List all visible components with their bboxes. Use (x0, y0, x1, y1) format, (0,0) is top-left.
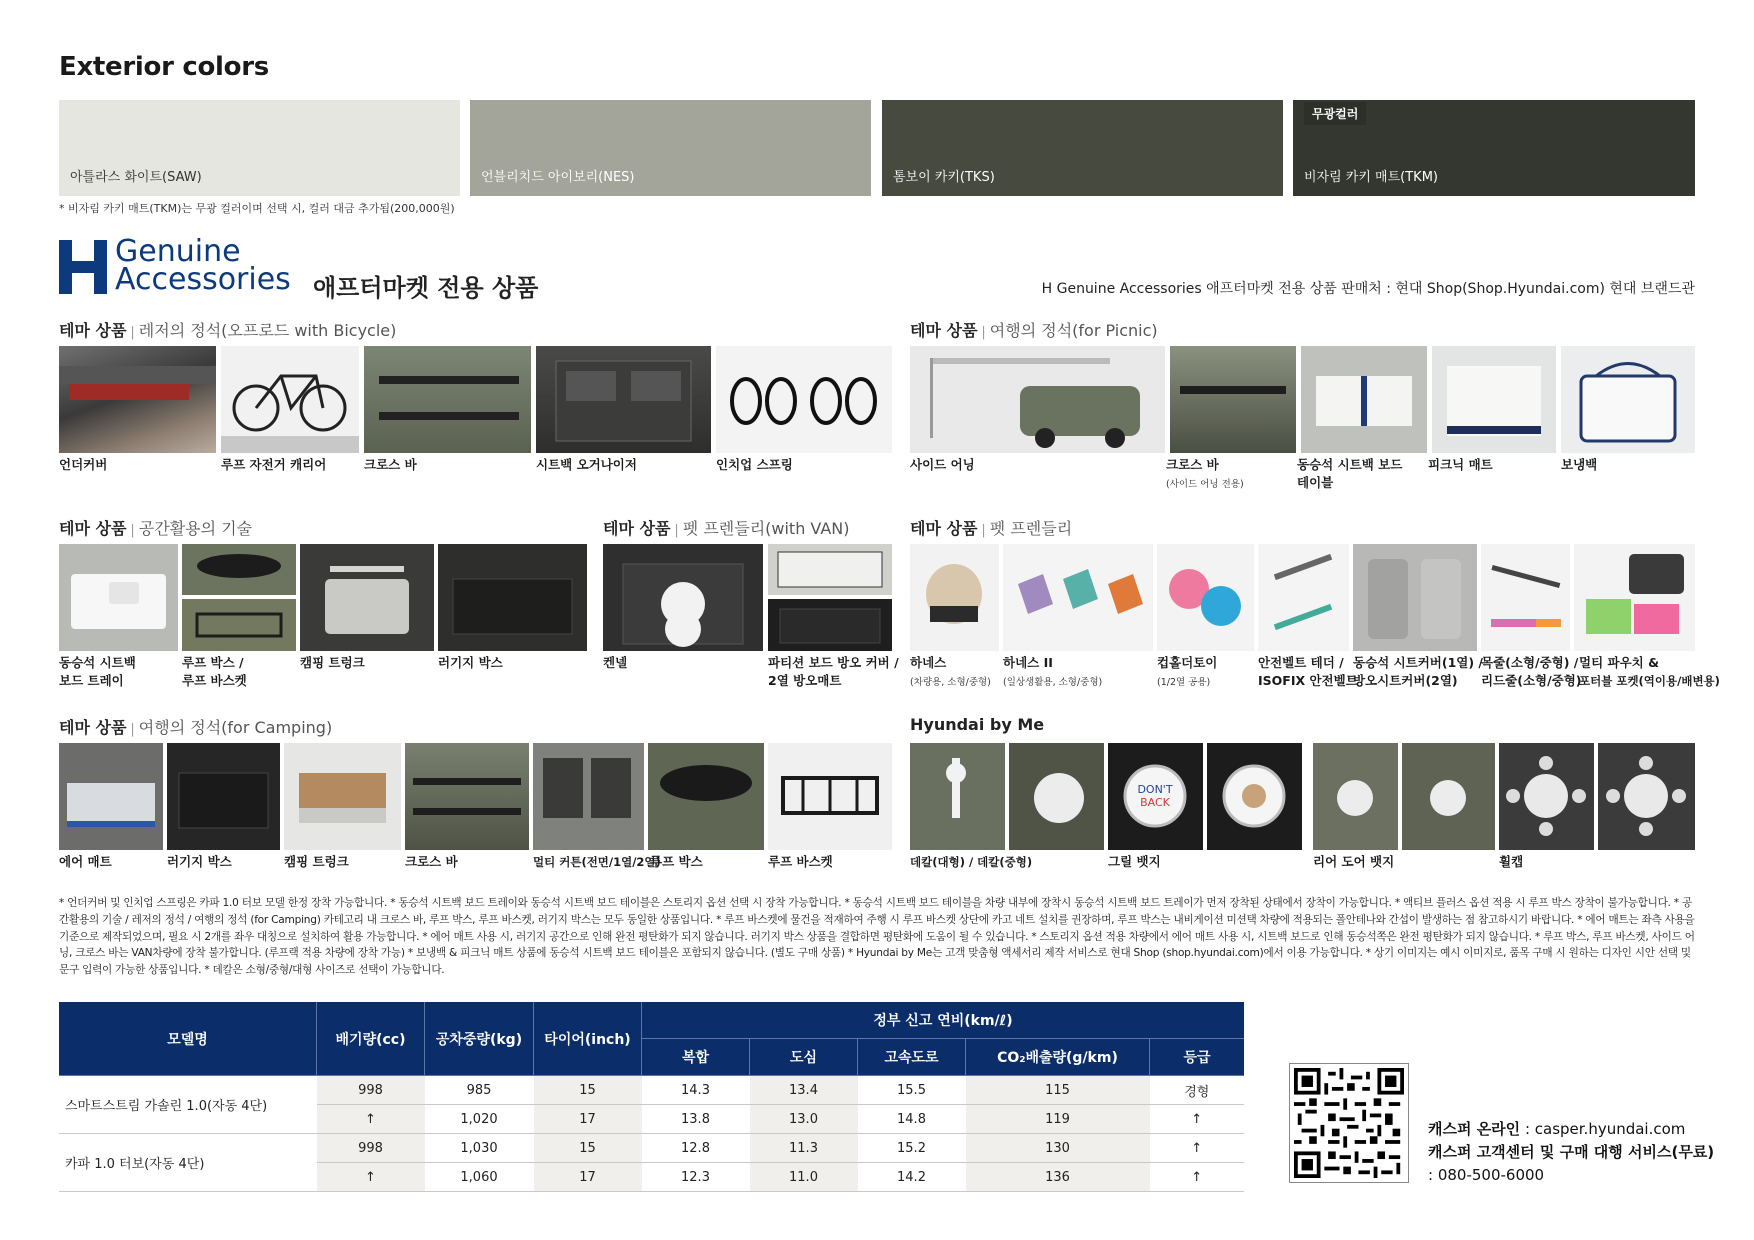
decal-medium-photo (1009, 743, 1104, 850)
caption-crossbar: 크로스 바 (364, 457, 417, 472)
seatback-organizer-photo (536, 346, 711, 453)
color-label: 비자림 카키 매트(TKM) (1304, 170, 1438, 185)
crossbar-camping-photo (405, 743, 529, 850)
seatbelt-tether-photo (1258, 544, 1349, 651)
exterior-colors-title: Exterior colors (59, 52, 269, 82)
cell-kg: 1,030 (425, 1134, 534, 1163)
caption-seatbelt-tether-line2: ISOFIX 안전벨트 (1258, 673, 1358, 688)
cell-city: 11.3 (750, 1134, 858, 1163)
caption-crossbar-note: (사이드 어닝 전용) (1166, 479, 1244, 490)
cell-grade: ↑ (1150, 1105, 1245, 1134)
theme-subtitle: 펫 프렌들리 (989, 519, 1073, 538)
cell-tire: 15 (534, 1076, 642, 1105)
caption-cooler-bag: 보냉백 (1561, 457, 1598, 472)
board-tray-photo (59, 544, 178, 651)
svg-text:BACK: BACK (1140, 796, 1170, 809)
caption-multi-pouch-line2: 포터블 포켓(역이용/배변용) (1579, 674, 1720, 688)
cell-combined: 12.8 (642, 1134, 750, 1163)
cell-grade: ↑ (1150, 1163, 1245, 1192)
roof-basket-camping-photo (768, 743, 892, 850)
hyundai-by-me-heading: Hyundai by Me (910, 715, 1045, 734)
theme-subtitle: 여행의 정석(for Camping) (138, 718, 333, 737)
inchup-spring-photo (716, 346, 892, 453)
caption-camping-trunk: 캠핑 트렁크 (300, 655, 365, 670)
cell-city: 13.0 (750, 1105, 858, 1134)
cell-kg: 1,060 (425, 1163, 534, 1192)
decal-large-photo (910, 743, 1005, 850)
cell-cc: 998 (317, 1134, 425, 1163)
svg-text:DON'T: DON'T (1137, 783, 1173, 796)
table-row (59, 1076, 1244, 1105)
th-tire: 타이어(inch) (534, 1002, 642, 1076)
caption-harness-sub: (차량용, 소형/중형) (910, 677, 991, 688)
cell-highway: 15.2 (858, 1134, 966, 1163)
contact-info (1428, 1118, 1714, 1187)
caption-roof-box-line2: 루프 바스켓 (182, 673, 247, 688)
picnic-mat-photo (1432, 346, 1556, 453)
cell-combined: 12.3 (642, 1163, 750, 1192)
color-swatch-saw[interactable] (59, 100, 460, 196)
roof-bike-carrier-photo (221, 346, 359, 453)
online-label: 캐스퍼 온라인 (1428, 1120, 1521, 1138)
kennel-photo (603, 544, 763, 651)
luggage-box-camping-photo (167, 743, 280, 850)
logo-line2: Accessories (115, 262, 291, 297)
rear-door-badge-photo-1 (1313, 743, 1398, 850)
th-displacement: 배기량(cc) (317, 1002, 425, 1076)
caption-side-awning: 사이드 어닝 (910, 457, 975, 472)
th-combined: 복합 (642, 1039, 750, 1076)
theme-label: 테마 상품 (603, 519, 671, 538)
seat-cover-photo (1353, 544, 1477, 651)
hyundai-h-icon (59, 240, 107, 294)
caption-leash: 목줄(소형/중형) / (1481, 655, 1579, 670)
side-awning-photo (910, 346, 1165, 453)
cell-kg: 985 (425, 1076, 534, 1105)
caption-harness2-sub: (일상생활용, 소형/중형) (1003, 677, 1103, 688)
caption-harness: 하네스 (910, 655, 947, 670)
color-label: 아틀라스 화이트(SAW) (70, 170, 202, 185)
harness-photo (910, 544, 999, 651)
caption-seatback-board-line2: 테이블 (1297, 475, 1334, 490)
th-highway: 고속도로 (858, 1039, 966, 1076)
crossbar-awning-photo (1170, 346, 1296, 453)
caption-cupholder-toy: 컵홀더토이 (1157, 655, 1218, 670)
caption-board-tray: 동승석 시트백 (59, 655, 136, 670)
caption-partition-board: 파티션 보드 방오 커버 / (768, 655, 899, 670)
caption-multi-curtain: 멀티 커튼(전면/1열/2열) (533, 855, 661, 869)
camping-trunk-camping-photo (284, 743, 401, 850)
multi-curtain-photo (533, 743, 644, 850)
logo-line1: Genuine (115, 234, 241, 269)
caption-seatback-organizer: 시트백 오거나이저 (536, 457, 637, 472)
row2-floor-mat-photo (768, 599, 892, 651)
caption-seatback-board: 동승석 시트백 보드 (1297, 457, 1403, 472)
cell-model: 카파 1.0 터보(자동 4단) (59, 1134, 317, 1192)
caption-roof-box: 루프 박스 / (182, 655, 244, 670)
cell-tire: 17 (534, 1105, 642, 1134)
theme-picnic-heading: 테마 상품 | 여행의 정석(for Picnic) (910, 321, 1158, 340)
color-label: 언블리치드 아이보리(NES) (481, 170, 635, 185)
caption-rear-door-badge: 리어 도어 뱃지 (1313, 854, 1395, 869)
cell-co2: 130 (966, 1134, 1150, 1163)
theme-label: 테마 상품 (910, 519, 978, 538)
theme-space-heading: 테마 상품 | 공간활용의 기술 (59, 519, 253, 538)
cell-tire: 17 (534, 1163, 642, 1192)
cell-kg: 1,020 (425, 1105, 534, 1134)
luggage-box-photo (438, 544, 587, 651)
theme-van-heading: 테마 상품 | 펫 프렌들리(with VAN) (603, 519, 850, 538)
caption-seat-cover-line2: 방오시트커버(2열) (1353, 673, 1458, 688)
color-swatch-tkm[interactable] (1293, 100, 1695, 196)
spec-table (59, 1002, 1244, 1192)
qr-code[interactable] (1289, 1063, 1409, 1183)
exterior-note: * 비자림 카키 매트(TKM)는 무광 컬러이며 선택 시, 컬러 대금 추가됨(200,000원) (59, 202, 455, 215)
color-swatch-tks[interactable] (882, 100, 1283, 196)
caption-board-tray-line2: 보드 트레이 (59, 673, 124, 688)
wheel-cap-photo-1 (1499, 743, 1594, 850)
cell-highway: 14.2 (858, 1163, 966, 1192)
caption-picnic-mat: 피크닉 매트 (1428, 457, 1493, 472)
service-center-label: 캐스퍼 고객센터 및 구매 대행 서비스(무료) (1428, 1143, 1715, 1161)
caption-crossbar-awning: 크로스 바 (1166, 457, 1219, 472)
th-fuel-group: 정부 신고 연비(km/ℓ) (642, 1002, 1245, 1039)
caption-roof-box-camping: 루프 박스 (650, 854, 703, 869)
table-row (59, 1134, 1244, 1163)
caption-undercover: 언더커버 (59, 457, 108, 472)
theme-label: 테마 상품 (910, 321, 978, 340)
qr-code-icon (1294, 1068, 1404, 1178)
theme-subtitle: 공간활용의 기술 (138, 519, 253, 538)
color-swatch-nes[interactable] (470, 100, 871, 196)
th-model: 모델명 (59, 1002, 317, 1076)
caption-kennel: 켄넬 (603, 655, 628, 670)
caption-air-mat: 에어 매트 (59, 854, 112, 869)
cell-cc: ↑ (317, 1163, 425, 1192)
caption-wheel-cap: 휠캡 (1499, 854, 1524, 869)
theme-label: 테마 상품 (59, 519, 127, 538)
caption-multi-pouch: 멀티 파우치 & (1579, 655, 1659, 670)
cell-co2: 115 (966, 1076, 1150, 1105)
multi-pouch-photo (1574, 544, 1695, 651)
seller-info: H Genuine Accessories 애프터마켓 전용 상품 판매처 : 현대 Shop(Shop.Hyundai.com) 현대 브랜드관 (1041, 281, 1695, 297)
grille-badge-photo-1 (1108, 743, 1203, 850)
cell-highway: 14.8 (858, 1105, 966, 1134)
caption-crossbar-camping: 크로스 바 (405, 854, 458, 869)
theme-subtitle: 여행의 정석(for Picnic) (989, 321, 1158, 340)
theme-subtitle: 레저의 정석(오프로드 with Bicycle) (138, 321, 397, 340)
theme-label: 테마 상품 (59, 321, 127, 340)
cell-combined: 14.3 (642, 1076, 750, 1105)
harness2-photo (1003, 544, 1153, 651)
matte-badge: 무광컬러 (1304, 102, 1366, 125)
cell-city: 13.4 (750, 1076, 858, 1105)
cell-cc: 998 (317, 1076, 425, 1105)
cell-highway: 15.5 (858, 1076, 966, 1105)
accessories-title: 애프터마켓 전용 상품 (313, 274, 539, 302)
cell-tire: 15 (534, 1134, 642, 1163)
partition-board-cover-photo (768, 544, 892, 595)
rear-door-badge-photo-2 (1402, 743, 1495, 850)
wheel-cap-photo-2 (1598, 743, 1695, 850)
phone-number[interactable]: : 080-500-6000 (1428, 1166, 1545, 1184)
caption-decal: 데칼(대형) / 데칼(중형) (910, 855, 1033, 869)
online-url[interactable]: : casper.hyundai.com (1520, 1120, 1686, 1138)
air-mat-photo (59, 743, 163, 850)
theme-offroad-heading: 테마 상품 | 레저의 정석(오프로드 with Bicycle) (59, 321, 397, 340)
cell-combined: 13.8 (642, 1105, 750, 1134)
leash-photo (1481, 544, 1570, 651)
color-label: 톰보이 카키(TKS) (893, 170, 995, 185)
crossbar-photo (364, 346, 531, 453)
caption-seatbelt-tether: 안전벨트 테더 / (1258, 655, 1344, 670)
caption-roof-bike-carrier: 루프 자전거 캐리어 (221, 457, 327, 472)
cooler-bag-photo (1561, 346, 1695, 453)
cell-grade: ↑ (1150, 1134, 1245, 1163)
caption-leash-line2: 리드줄(소형/중형) (1481, 673, 1582, 688)
th-city: 도심 (750, 1039, 858, 1076)
cell-model: 스마트스트림 가솔린 1.0(자동 4단) (59, 1076, 317, 1134)
caption-luggage-box-camping: 러기지 박스 (167, 854, 232, 869)
undercover-photo (59, 346, 216, 453)
caption-inchup-spring: 인치업 스프링 (716, 457, 793, 472)
seatback-board-table-photo (1301, 346, 1427, 453)
caption-camping-trunk-camping: 캠핑 트렁크 (284, 854, 349, 869)
cell-cc: ↑ (317, 1105, 425, 1134)
cell-co2: 119 (966, 1105, 1150, 1134)
camping-trunk-photo (300, 544, 434, 651)
cell-city: 11.0 (750, 1163, 858, 1192)
caption-seat-cover: 동승석 시트커버(1열) / (1353, 655, 1483, 670)
roof-box-photo (182, 544, 296, 595)
caption-harness2: 하네스 II (1003, 655, 1053, 670)
th-grade: 등급 (1150, 1039, 1245, 1076)
theme-camping-heading: 테마 상품 | 여행의 정석(for Camping) (59, 718, 333, 737)
caption-grille-badge: 그릴 뱃지 (1108, 854, 1161, 869)
roof-basket-photo (182, 599, 296, 651)
roof-box-camping-photo (648, 743, 764, 850)
cell-co2: 136 (966, 1163, 1150, 1192)
footnote-text: * 언더커버 및 인치업 스프링은 카파 1.0 터보 모델 한정 장착 가능합니다. * 동승석 시트백 보드 트레이와 동승석 시트백 보드 테이블은 스토리지 옵션 선택 시 장착 가능합니다. * 동승석 시트백 보드 테이블을 차량 내부에 장착시 동승석 시트백 보드 트레이가 먼저 장착된 상태에서 장착이 가능합니다. * 액티브 플러스 옵션 적용 시 루프 박스 장착이 불가능합니다. * 공간활용의 기술 / 레저의 정석 / 여행의 정석 (for Camping) 카테고리 내 크로스 바, 루프 박스, 루프 바스켓, 러기지 박스는 모두 동일한 상품입니다. * 루프 바스켓에 물건을 적재하여 주행 시 루프 바스켓 상단에 카고 네트 설치를 권장하며, 루프 박스는 내비게이션 미션택 차량에 적용되는 폴안테나와 간섭이 발생하는 점 참고하시기 바랍니다. * 에어 매트는 좌측 사용을 기준으로 제작되었으며, 필요 시 2개를 좌우 대칭으로 설치하여 활용 가능합니다. * 에어 매트 사용 시, 러기지 공간으로 인해 완전 평탄화가 되지 않습니다. 러기지 박스 상품을 결합하면 평탄화에 도움이 될 수 있습니다. * 스토리지 옵션 적용 차량에서 에어 매트 사용 시, 시트백 보드로 인해 동승석쪽은 완전 평탄화가 되지 않습니다. * 루프 박스, 루프 바스켓, 사이드 어닝, 크로스 바는 VAN차량에 장착 불가합니다. (루프랙 적용 차량에 장착 가능) * 보냉백 & 피크닉 매트 상품에 동승석 시트백 보드 테이블은 포함되지 않습니다. (별도 구매 상품) * Hyundai by Me는 고객 맞춤형 액세서리 제작 서비스로 현대 Shop (shop.hyundai.com)에서 이용 가능합니다. * 상기 이미지는 예시 이미지로, 품목 구매 시 원하는 디자인 시안 선택 및 문구 입력이 가능한 상품입니다. * 데칼은 소형/중형/대형 사이즈로 선택이 가능합니다. (59, 897, 1695, 977)
th-co2: CO₂배출량(g/km) (966, 1039, 1150, 1076)
cell-grade: 경형 (1150, 1076, 1245, 1105)
caption-luggage-box: 러기지 박스 (438, 655, 503, 670)
caption-partition-board-line2: 2열 방오매트 (768, 673, 842, 688)
theme-pet-heading: 테마 상품 | 펫 프렌들리 (910, 519, 1073, 538)
caption-roof-basket-camping: 루프 바스켓 (768, 854, 833, 869)
grille-badge-photo-2 (1207, 743, 1302, 850)
cupholder-toy-photo (1157, 544, 1254, 651)
theme-subtitle: 펫 프렌들리(with VAN) (682, 519, 850, 538)
caption-cupholder-toy-sub: (1/2열 공용) (1157, 677, 1211, 688)
th-weight: 공차중량(kg) (425, 1002, 534, 1076)
theme-label: 테마 상품 (59, 718, 127, 737)
